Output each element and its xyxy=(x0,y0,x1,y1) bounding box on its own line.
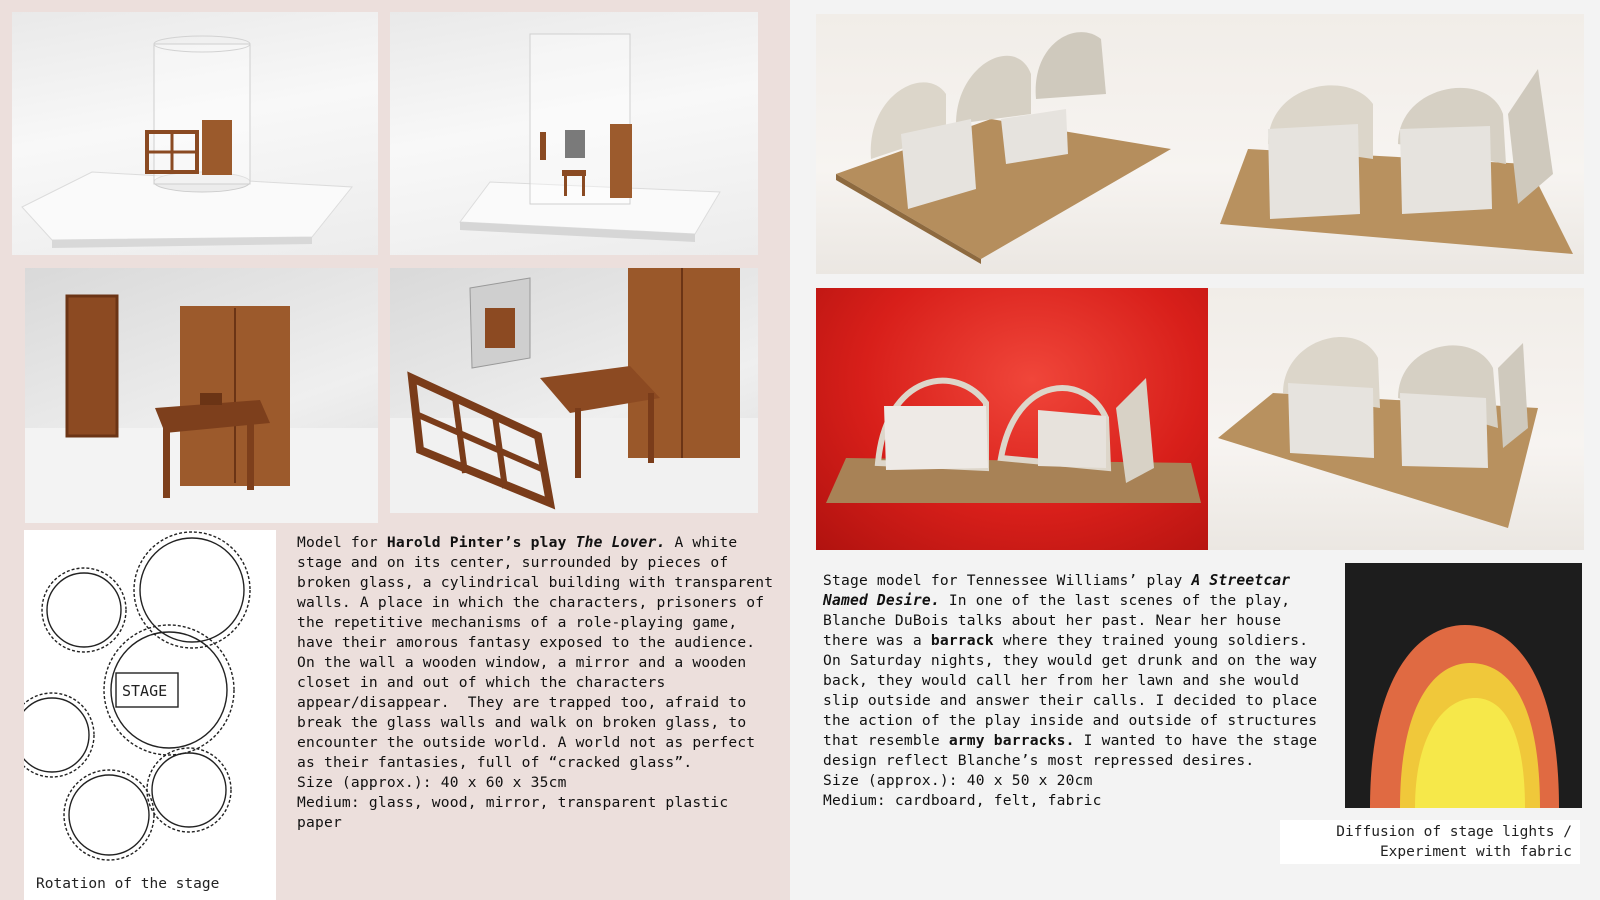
fabric-light-experiment xyxy=(1345,563,1582,808)
stage-label: STAGE xyxy=(122,682,168,700)
streetcar-description xyxy=(823,571,1327,811)
streetcar-text-title: A Streetcar Named Desire. xyxy=(823,572,1300,609)
lover-model-photo-2 xyxy=(390,12,758,255)
streetcar-model-photo-2 xyxy=(1208,14,1584,274)
lover-model-photo-1 xyxy=(12,12,378,255)
fabric-caption-line-1: Diffusion of stage lights / xyxy=(1336,824,1572,840)
lover-text-body: A white stage and on its center, surrounded by pieces of broken glass, a cylindrical building with transparent walls. A place in which the characters, prisoners of the repetitive mechanisms of a role-playing game, have their amorous fantasy exposed to the audience. On the wall a wooden window, a mirror and a wooden closet in and out of which the characters appear/disappear. They are trapped too, afraid to break the glass walls and walk on broken glass, to encounter the outside world. A world not as perfect as their fantasies, full of “cracked glass”. xyxy=(297,534,783,771)
streetcar-text-size: Size (approx.): 40 x 50 x 20cm xyxy=(823,772,1093,789)
fabric-caption-line-2: Experiment with fabric xyxy=(1379,844,1572,860)
lover-text-medium: Medium: glass, wood, mirror, transparent plastic paper xyxy=(297,794,738,831)
lover-text-intro: Model for xyxy=(297,534,387,551)
lover-model-photo-3 xyxy=(25,268,378,523)
lover-model-photo-4 xyxy=(390,268,758,513)
streetcar-text-body-2: where they trained young soldiers. On Saturday nights, they would get drunk and on the way back, they would call her from her lawn and she would slip outside and answer their calls. I decided to place the action of the play inside and outside of structures that resemble xyxy=(823,632,1327,749)
fabric-caption xyxy=(1280,820,1580,864)
streetcar-text-body-3: I wanted to have the stage design reflect Blanche’s most repressed desires. xyxy=(823,732,1327,769)
lover-description xyxy=(297,533,783,833)
streetcar-text-barrack: barrack xyxy=(930,632,994,649)
lover-text-author: Harold Pinter’s play xyxy=(386,534,576,551)
sketch-caption: Rotation of the stage xyxy=(36,876,220,892)
streetcar-text-intro: Stage model for Tennessee Williams’ play xyxy=(823,572,1192,589)
lover-text-size: Size (approx.): 40 x 60 x 35cm xyxy=(297,774,567,791)
streetcar-text-army-barracks: army barracks. xyxy=(948,732,1075,749)
streetcar-model-photo-1 xyxy=(816,14,1208,274)
streetcar-model-photo-4 xyxy=(1208,288,1584,550)
streetcar-model-photo-red xyxy=(816,288,1208,550)
gear-circles-drawing xyxy=(24,530,276,870)
stage-rotation-sketch xyxy=(24,530,276,900)
streetcar-text-body-1: In one of the last scenes of the play, Blanche DuBois talks about her past. Near her house there was a xyxy=(823,592,1300,649)
streetcar-text-medium: Medium: cardboard, felt, fabric xyxy=(823,792,1102,809)
lover-text-title: The Lover. xyxy=(575,534,666,551)
